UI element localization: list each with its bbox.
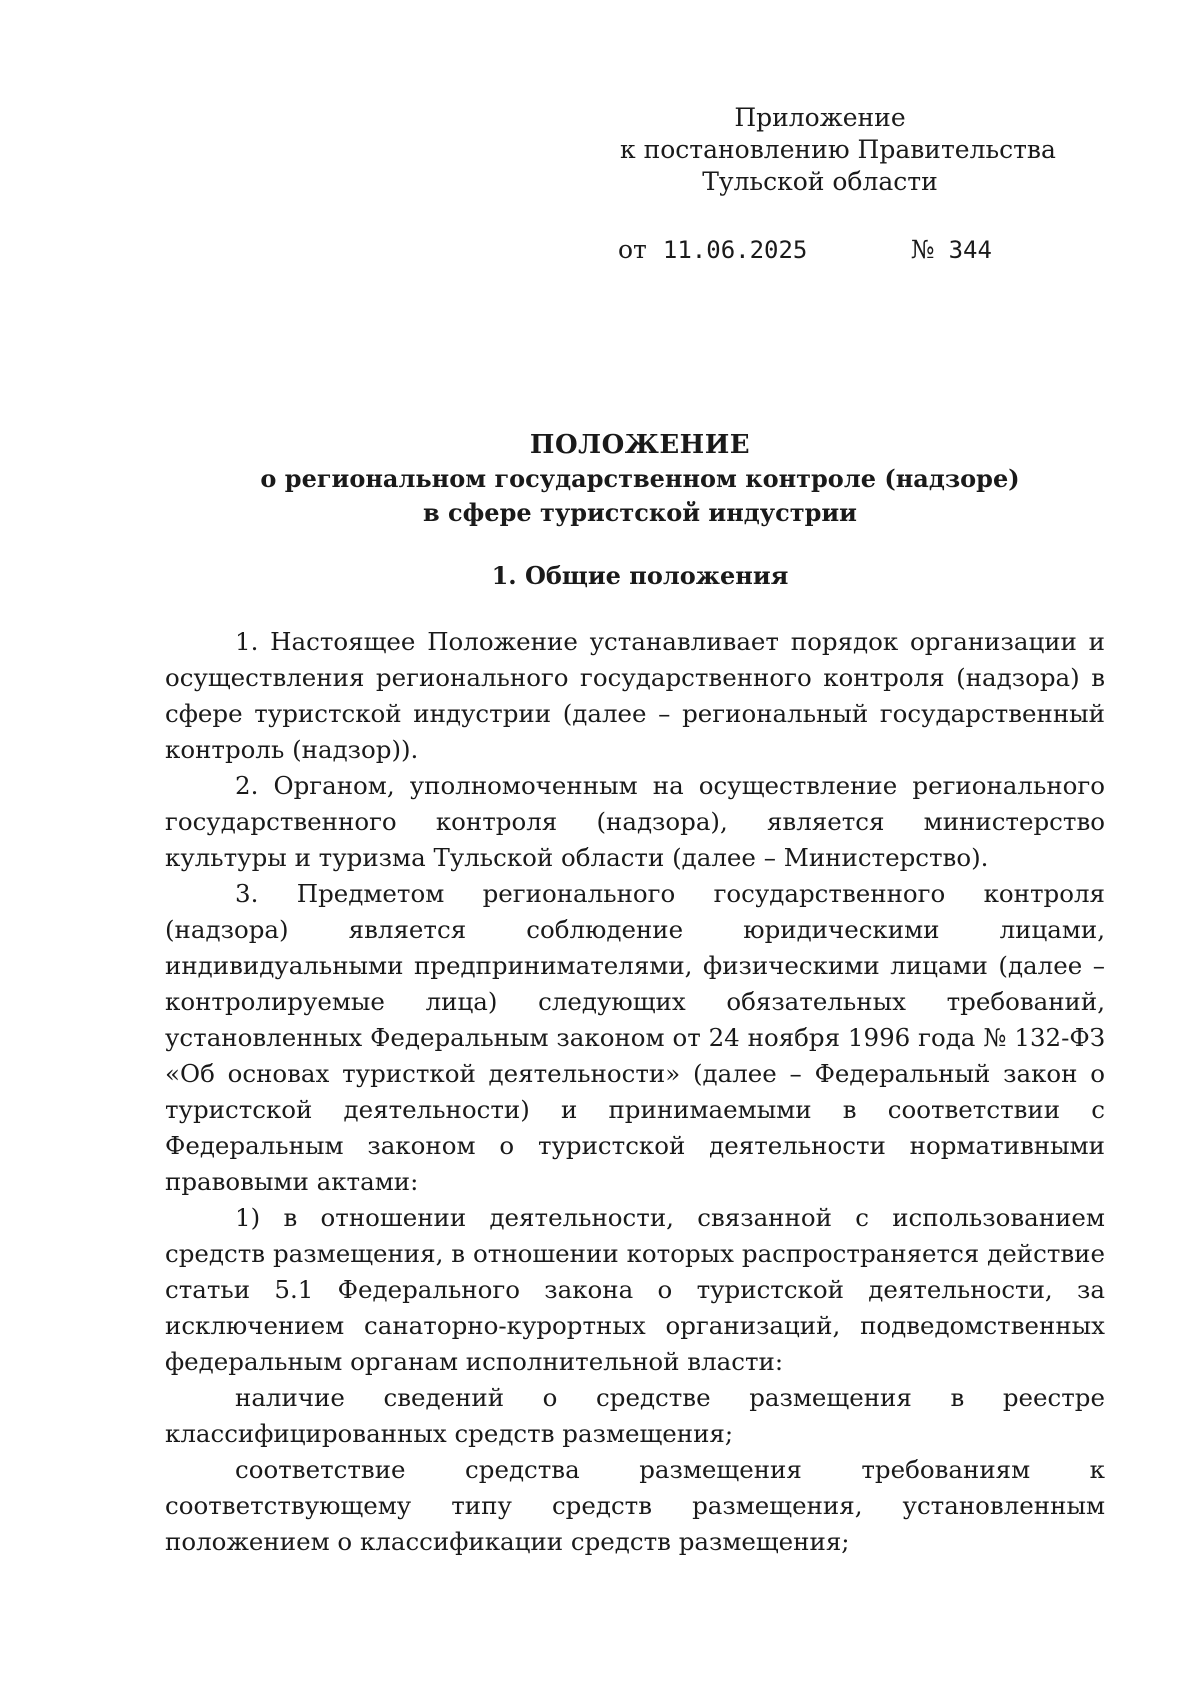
document-number: 344 xyxy=(948,236,992,264)
paragraph-3: 3. Предметом регионального государственного контроля (надзора) является соблюдение юридическими лицами, индивидуальными предпринимателями, физическими лицами (далее – контролируемые лица) следующих обязательных требований, установленных Федеральным законом от 24 ноября 1996 года № 132-ФЗ «Об основах туристкой деятельности» (далее – Федеральный закон о туристской деятельности) и принимаемыми в соответствии с Федеральным законом о туристской деятельности нормативными правовыми актами: xyxy=(165,879,1105,1196)
subitem-1: 1) в отношении деятельности, связанной с использованием средств размещения, в отношении которых распространяется действие статьи 5.1 Федерального закона о туристской деятельности, за исключением санаторно-курортных организаций, подведомственных федеральным органам исполнительной власти: xyxy=(165,1203,1105,1376)
document-date: 11.06.2025 xyxy=(662,236,808,264)
section-heading: 1. Общие положения xyxy=(491,561,789,590)
title-main: ПОЛОЖЕНИЕ xyxy=(529,430,751,460)
title-line-2: о региональном государственном контроле (надзоре) xyxy=(260,464,1020,493)
paragraph-2: 2. Органом, уполномоченным на осуществление регионального государственного контроля (надзора), является министерство культуры и туризма Тульской области (далее – Министерство). xyxy=(165,771,1105,872)
appendix-line-1: Приложение xyxy=(734,103,906,132)
appendix-block xyxy=(620,102,1056,198)
appendix-line-2: к постановлению Правительства xyxy=(620,135,1056,164)
document-title xyxy=(165,428,1115,530)
date-number-line xyxy=(618,234,992,266)
paragraph-1: 1. Настоящее Положение устанавливает порядок организации и осуществления регионального государственного контроля (надзора) в сфере туристской индустрии (далее – региональный государственный контроль (надзор)). xyxy=(165,627,1105,764)
number-sign: № xyxy=(910,235,935,264)
document-body xyxy=(165,624,1105,1560)
appendix-line-3: Тульской области xyxy=(702,167,938,196)
from-label: от xyxy=(618,235,647,264)
requirement-2: соответствие средства размещения требованиям к соответствующему типу средств размещения, установленным положением о классификации средств размещения; xyxy=(165,1455,1105,1556)
title-line-3: в сфере туристской индустрии xyxy=(423,498,857,527)
requirement-1: наличие сведений о средстве размещения в реестре классифицированных средств размещения; xyxy=(165,1383,1105,1448)
